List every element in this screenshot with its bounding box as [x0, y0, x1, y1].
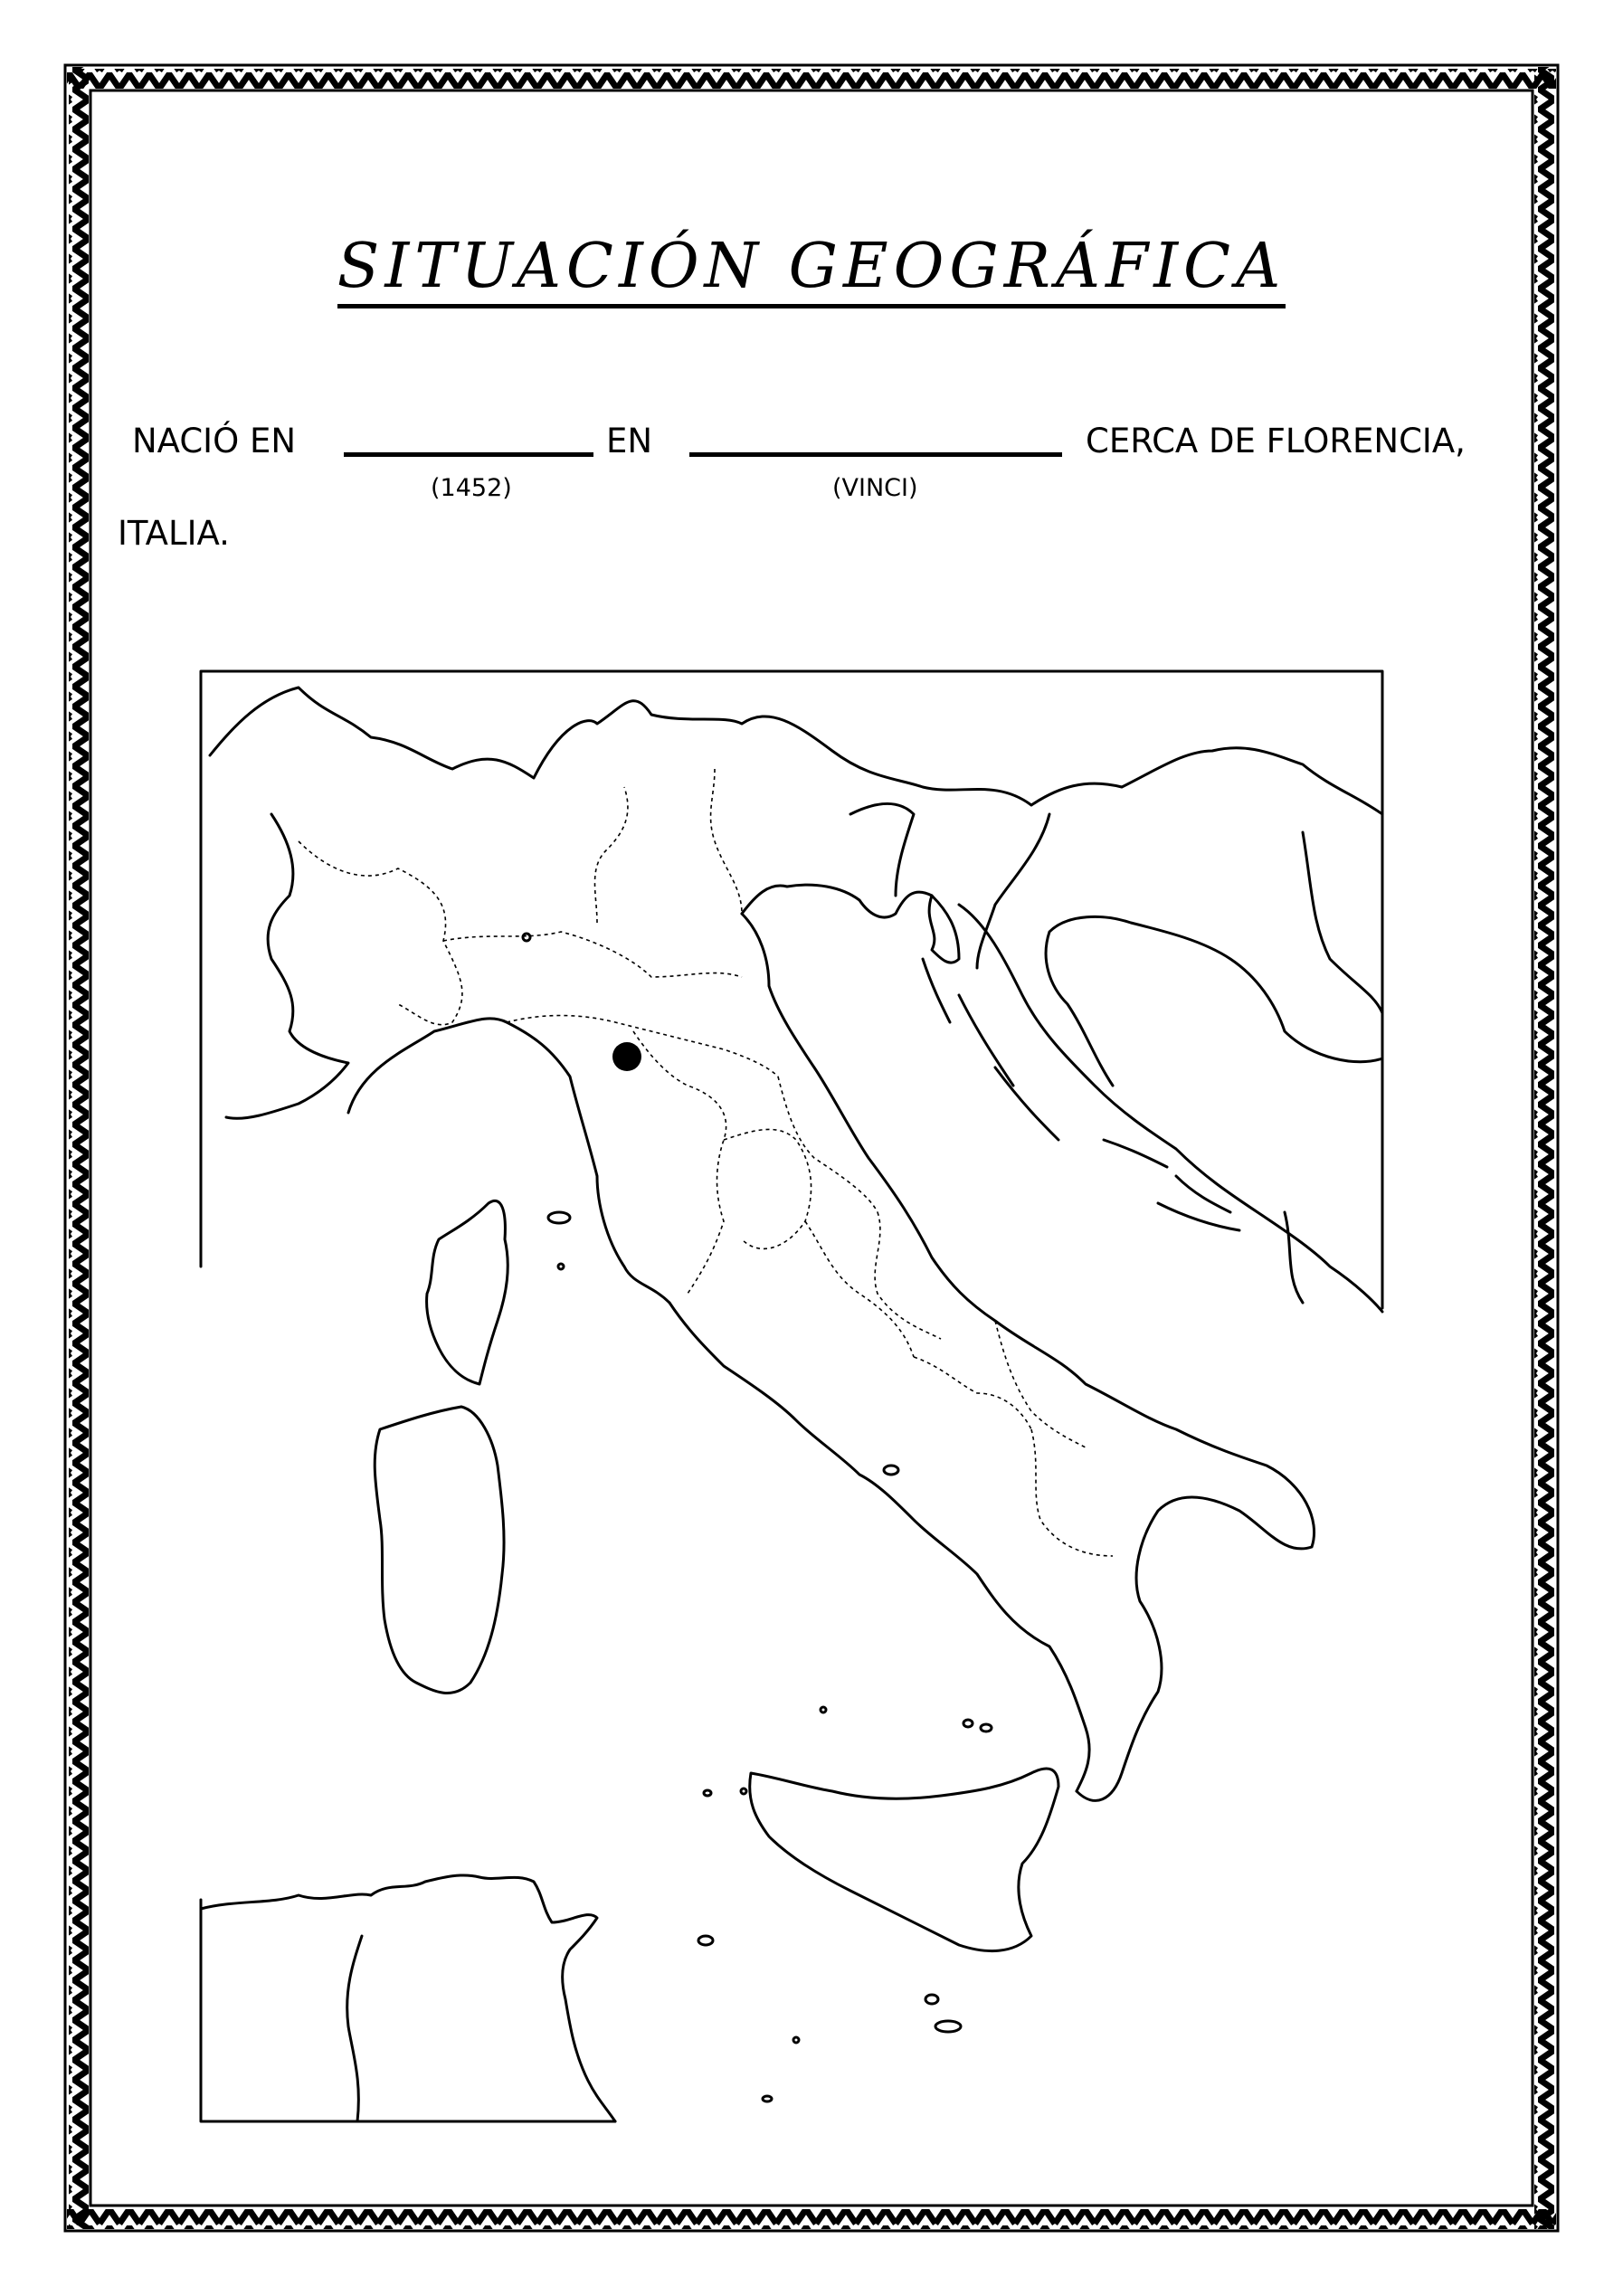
region-border-abruzzo — [875, 1212, 941, 1339]
sentence-part-nacio: NACIÓ EN — [132, 422, 297, 460]
island-12 — [793, 2037, 799, 2043]
croatia-coast — [929, 896, 1382, 1312]
alps-coast — [210, 688, 1382, 814]
sentence-part-italia: ITALIA. — [118, 514, 230, 553]
region-border-emilia — [507, 1016, 778, 1077]
region-border-puglia — [995, 1321, 1086, 1447]
western-border — [226, 814, 348, 1118]
montenegro-border — [1285, 1212, 1303, 1303]
map-frame — [201, 671, 1382, 1308]
bosnia-border — [1046, 916, 1382, 1086]
page-title: SITUACIÓN GEOGRÁFICA — [0, 231, 1623, 302]
region-border-lombardia — [443, 932, 742, 977]
elba-island — [548, 1212, 570, 1223]
region-border-piemonte — [299, 841, 462, 1025]
island-13 — [763, 2096, 772, 2102]
island-8 — [741, 1788, 746, 1794]
tunisia-coast — [201, 1875, 615, 2121]
region-border-campania — [914, 1357, 1031, 1429]
island-4 — [963, 1720, 973, 1727]
venice-coast — [742, 885, 932, 917]
hint-place: (VINCI) — [832, 474, 918, 502]
tyrrhenian-coast — [669, 1303, 1089, 1791]
sicily-outline — [750, 1769, 1058, 1951]
hint-year: (1452) — [431, 474, 512, 502]
region-border-toscana — [633, 1031, 726, 1294]
island-2 — [558, 1264, 564, 1269]
island-5 — [981, 1724, 992, 1731]
tunisia-border — [347, 1936, 362, 2121]
croatian-islands — [923, 959, 1239, 1230]
vinci-marker — [612, 1042, 641, 1071]
island-10 — [925, 1995, 938, 2004]
island-6 — [821, 1707, 826, 1713]
adriatic-coast — [742, 914, 1315, 1800]
region-border-veneto — [595, 769, 743, 923]
sentence-part-en: EN — [606, 422, 653, 460]
island-3 — [884, 1466, 898, 1475]
balkan-border-1 — [850, 803, 914, 896]
region-border-umbria — [724, 1129, 812, 1248]
inset-frame — [201, 1900, 615, 2121]
region-border-basilicata — [1031, 1429, 1113, 1556]
region-border-lazio — [805, 1221, 914, 1357]
balkan-border-3 — [1303, 832, 1382, 1013]
region-border-marche — [778, 1077, 878, 1212]
island-1 — [523, 934, 530, 941]
island-11 — [935, 2021, 961, 2032]
island-9 — [698, 1936, 713, 1945]
sardinia-outline — [375, 1407, 504, 1694]
island-7 — [704, 1790, 711, 1796]
sentence-part-cerca: CERCA DE FLORENCIA, — [1086, 422, 1466, 460]
corsica-outline — [427, 1200, 508, 1384]
balkan-border-2 — [977, 814, 1049, 968]
